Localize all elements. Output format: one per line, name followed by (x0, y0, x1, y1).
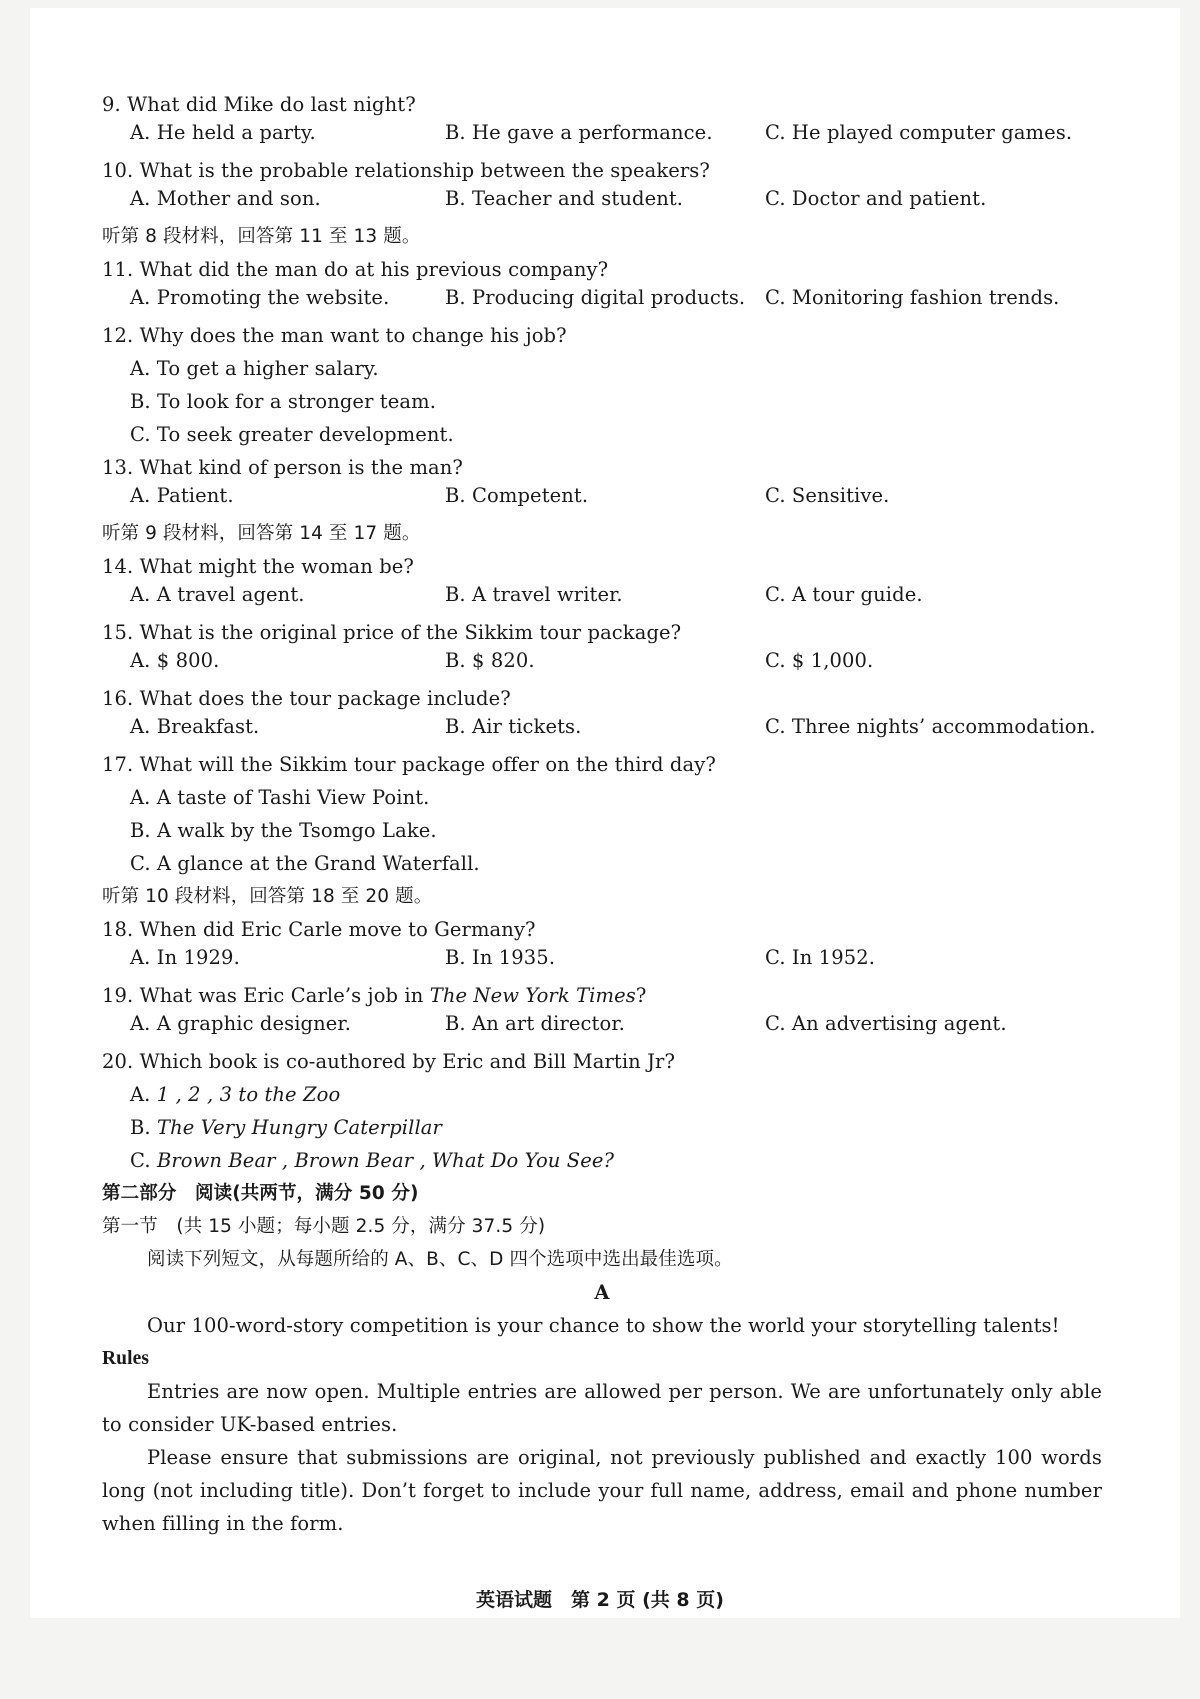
rules-paragraph-2: Please ensure that submissions are original, not previously published and exactly 100 words long (not including title). Don’t forget to include your full name, address, email and phone number when filling in the form. (102, 1446, 1102, 1535)
option-b (102, 1111, 1102, 1144)
option-a: A. Promoting the website. (130, 286, 390, 309)
option-a: A. Mother and son. (130, 187, 321, 210)
question-11: 11. What did the man do at his previous company? (102, 258, 609, 281)
section-8-instruction: 听第 8 段材料，回答第 11 至 13 题。 (102, 226, 421, 247)
option-a (102, 1078, 1102, 1111)
question-16-options (102, 715, 1102, 748)
question-15: 15. What is the original price of the Sikkim tour package? (102, 621, 682, 644)
question-11-options (102, 286, 1102, 319)
question-19 (102, 979, 1102, 1012)
question-20: 20. Which book is co-authored by Eric and Bill Martin Jr? (102, 1050, 676, 1073)
option-a: A. In 1929. (130, 946, 240, 969)
option-b: B. He gave a performance. (445, 121, 713, 144)
option-b: B. Air tickets. (445, 715, 582, 738)
option-c: C. To seek greater development. (130, 423, 454, 446)
option-b: B. In 1935. (445, 946, 556, 969)
question-14-options (102, 583, 1102, 616)
option-b: B. A walk by the Tsomgo Lake. (130, 819, 437, 842)
option-c: C. A tour guide. (765, 583, 923, 606)
option-a: A. To get a higher salary. (130, 357, 379, 380)
option-b: B. Competent. (445, 484, 589, 507)
question-9: 9. What did Mike do last night? (102, 93, 416, 116)
section-10-instruction: 听第 10 段材料，回答第 18 至 20 题。 (102, 886, 433, 907)
part-2-heading: 第二部分 阅读(共两节，满分 50 分) (102, 1183, 419, 1204)
option-b: B. To look for a stronger team. (130, 390, 436, 413)
option-b: B. $ 820. (445, 649, 535, 672)
question-13: 13. What kind of person is the man? (102, 456, 463, 479)
option-b: B. Teacher and student. (445, 187, 684, 210)
section-1-heading: 第一节 (共 15 小题；每小题 2.5 分，满分 37.5 分) (102, 1216, 546, 1237)
question-13-options (102, 484, 1102, 517)
option-c: C. He played computer games. (765, 121, 1073, 144)
question-9-options (102, 121, 1102, 154)
option-label: C. (130, 1149, 157, 1172)
option-c: C. In 1952. (765, 946, 876, 969)
option-c: C. Three nights’ accommodation. (765, 715, 1096, 738)
option-c: C. Sensitive. (765, 484, 890, 507)
reading-instructions: 阅读下列短文，从每题所给的 A、B、C、D 四个选项中选出最佳选项。 (147, 1249, 733, 1270)
option-c: C. $ 1,000. (765, 649, 874, 672)
section-9-instruction: 听第 9 段材料，回答第 14 至 17 题。 (102, 523, 421, 544)
question-mark: ? (635, 984, 647, 1007)
page-footer: 英语试题 第 2 页 (共 8 页) (476, 1589, 724, 1611)
option-a: A. He held a party. (130, 121, 316, 144)
option-a: A. A travel agent. (130, 583, 305, 606)
newspaper-title: The New York Times (429, 984, 636, 1007)
option-a: A. A taste of Tashi View Point. (130, 786, 430, 809)
question-19-text: 19. What was Eric Carle’s job in (102, 984, 430, 1007)
option-c: C. Monitoring fashion trends. (765, 286, 1060, 309)
book-title: 1 , 2 , 3 to the Zoo (156, 1083, 341, 1106)
rules-heading: Rules (102, 1348, 150, 1369)
question-10-options (102, 187, 1102, 220)
question-18-options (102, 946, 1102, 979)
option-c: C. A glance at the Grand Waterfall. (130, 852, 480, 875)
book-title: Brown Bear , Brown Bear , What Do You See? (156, 1149, 615, 1172)
book-title: The Very Hungry Caterpillar (157, 1116, 442, 1139)
option-a: A. $ 800. (130, 649, 220, 672)
question-14: 14. What might the woman be? (102, 555, 414, 578)
passage-intro: Our 100-word-story competition is your chance to show the world your storytelling talents! (147, 1314, 1060, 1337)
question-16: 16. What does the tour package include? (102, 687, 511, 710)
rules-paragraph-1: Entries are now open. Multiple entries are allowed per person. We are unfortunately only able to consider UK-based entries. (102, 1380, 1102, 1436)
option-label: A. (130, 1083, 157, 1106)
question-12: 12. Why does the man want to change his job? (102, 324, 567, 347)
question-19-options (102, 1012, 1102, 1045)
question-18: 18. When did Eric Carle move to Germany? (102, 918, 536, 941)
option-b: B. An art director. (445, 1012, 625, 1035)
option-c: C. An advertising agent. (765, 1012, 1007, 1035)
option-c (102, 1144, 1102, 1177)
question-17: 17. What will the Sikkim tour package offer on the third day? (102, 753, 716, 776)
passage-letter: A (594, 1281, 610, 1304)
option-label: B. (130, 1116, 158, 1139)
option-b: B. Producing digital products. (445, 286, 746, 309)
question-15-options (102, 649, 1102, 682)
question-10: 10. What is the probable relationship between the speakers? (102, 159, 710, 182)
option-b: B. A travel writer. (445, 583, 623, 606)
exam-content (102, 88, 1102, 1540)
option-a: A. A graphic designer. (130, 1012, 352, 1035)
option-a: A. Patient. (130, 484, 234, 507)
option-a: A. Breakfast. (130, 715, 260, 738)
option-c: C. Doctor and patient. (765, 187, 987, 210)
